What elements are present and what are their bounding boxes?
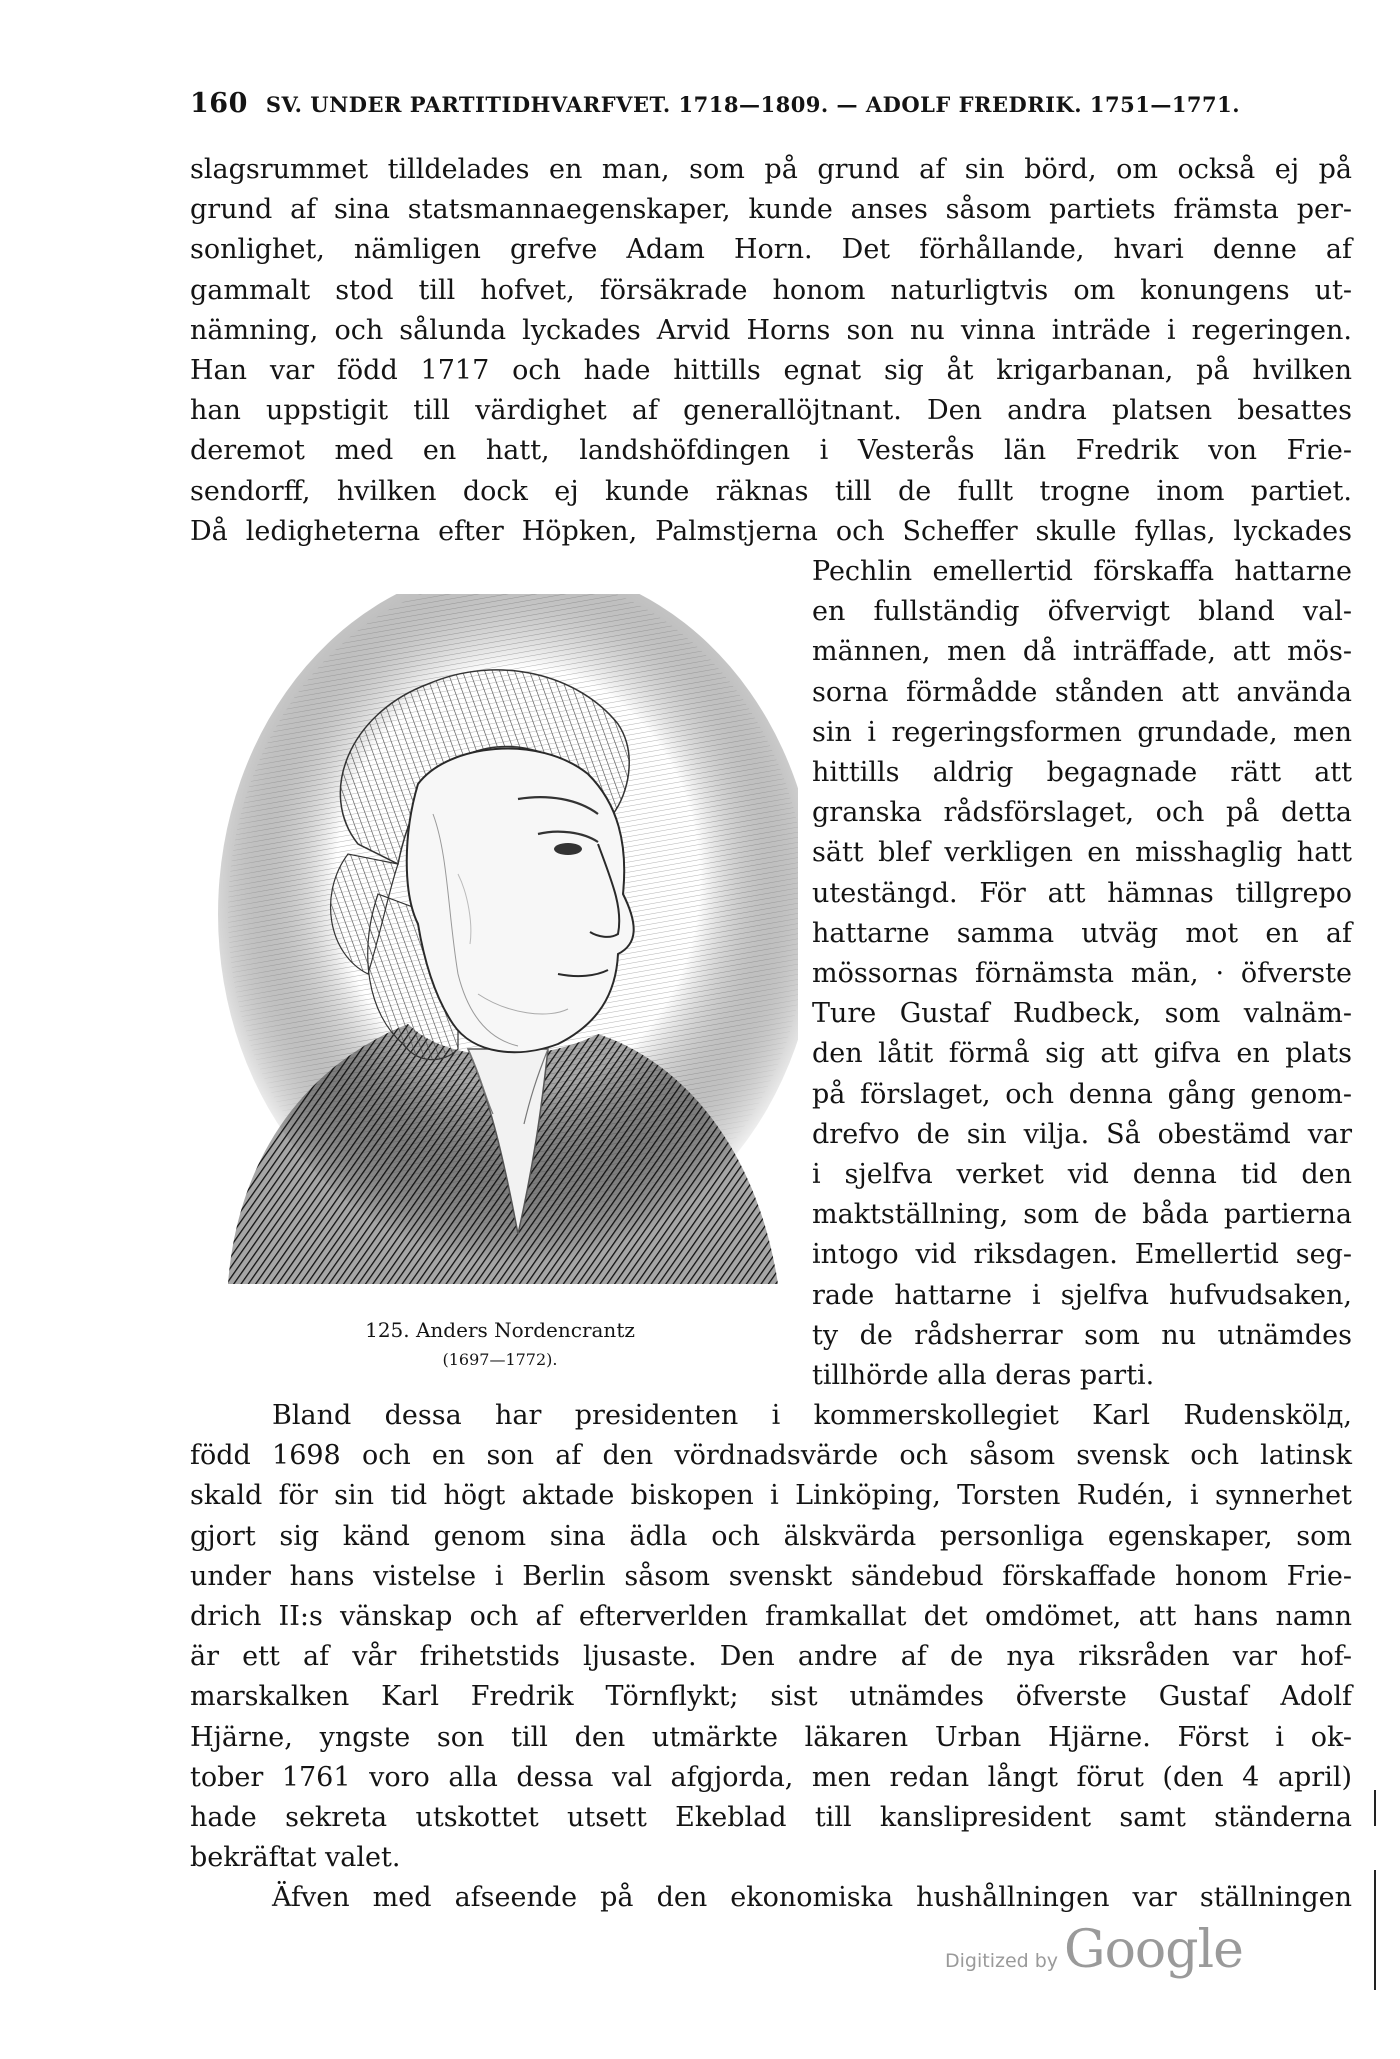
text-line: på förslaget, och denna gång genom- [812, 1078, 1352, 1110]
text-line: rade hattarne i sjelfva hufvudsaken, [812, 1279, 1352, 1311]
scan-artifact [1374, 1790, 1376, 1826]
text-line: nämning, och sålunda lyckades Arvid Horns son nu vinna inträde i regeringen. [190, 314, 1352, 346]
text-line: är ett af vår frihetstids ljusaste. Den andre af de nya riksråden var hof- [190, 1641, 1352, 1673]
figure-dates: (1697—1772). [442, 1350, 558, 1369]
text-line: den låtit förmå sig att gifva en plats [812, 1038, 1352, 1070]
text-line: mössornas förnämsta män, · öfverste [812, 958, 1352, 989]
text-line: sin i regeringsformen grundade, men [812, 716, 1352, 748]
text-line: bekräftat valet. [190, 1842, 401, 1874]
text-line: männen, men då inträffade, att mös- [812, 636, 1352, 668]
text-line: drefvo de sin vilja. Så obestämd var [812, 1118, 1352, 1150]
text-line: hittills aldrig begagnade rätt att [812, 757, 1352, 788]
text-line: skald för sin tid högt aktade biskopen i Linköping, Torsten Rudén, i synnerhet [190, 1480, 1352, 1512]
text-line: Pechlin emellertid förskaffa hattarne [812, 556, 1352, 587]
text-line: en fullständig öfvervigt bland val- [812, 596, 1352, 628]
text-line: sätt blef verkligen en misshaglig hatt [812, 837, 1352, 869]
text-line: i sjelfva verket vid denna tid den [812, 1159, 1352, 1190]
text-line: marskalken Karl Fredrik Törnflykt; sist utnämdes öfverste Gustaf Adolf [190, 1681, 1352, 1713]
text-line: Bland dessa har presidenten i kommerskollegiet Karl Rudenskölд, [272, 1400, 1352, 1431]
text-line: Äfven med afseende på den ekonomiska hushållningen var ställningen [272, 1882, 1352, 1914]
text-line: drich II:s vänskap och af efterverlden framkallat det omdömet, att hans namn [190, 1601, 1352, 1632]
text-line: utestängd. För att hämnas tillgrepo [812, 877, 1352, 909]
running-title: SV. UNDER PARTITIDHVARFVET. 1718—1809. — ADOLF FREDRIK. 1751—1771. [265, 92, 1241, 117]
text-line: under hans vistelse i Berlin såsom svenskt sändebud förskaffade honom Frie- [190, 1560, 1352, 1592]
text-line: grund af sina statsmannaegenskaper, kunde anses såsom partiets främsta per- [190, 194, 1352, 226]
text-line: Han var född 1717 och hade hittills egnat sig åt krigarbanan, på hvilken [190, 355, 1352, 386]
text-line: född 1698 och en son af den vördnadsvärde och såsom svensk och latinsk [190, 1440, 1352, 1472]
text-line: deremot med en hatt, landshöfdingen i Vesterås län Fredrik von Frie- [190, 435, 1352, 467]
text-line: sendorff, hvilken dock ej kunde räknas till de fullt trogne inom partiet. [190, 475, 1352, 507]
figure-caption: 125. Anders Nordencrantz [365, 1318, 635, 1342]
text-line: gammalt stod till hofvet, försäkrade honom naturligtvis om konungens ut- [190, 274, 1352, 306]
text-line: Ture Gustaf Rudbeck, som valnäm- [812, 998, 1352, 1030]
text-line: maktställning, som de båda partierna [812, 1199, 1352, 1231]
text-line: hade sekreta utskottet utsett Ekeblad till kanslipresident samt ständerna [190, 1802, 1352, 1833]
text-line: tober 1761 voro alla dessa val afgjorda, men redan långt förut (den 4 april) [190, 1761, 1352, 1793]
digitized-label: Digitized by [945, 1950, 1059, 1972]
text-line: tillhörde alla deras parti. [812, 1360, 1155, 1391]
text-line: slagsrummet tilldelades en man, som på grund af sin börd, om också ej på [190, 154, 1352, 185]
portrait-engraving [218, 594, 798, 1284]
google-logo: Google [1064, 1920, 1243, 1980]
text-line: hattarne samma utväg mot en af [812, 917, 1352, 949]
text-line: granska rådsförslaget, och på detta [812, 797, 1352, 829]
scan-artifact [1374, 1870, 1376, 1990]
text-line: gjort sig känd genom sina ädla och älskvärda personliga egenskaper, som [190, 1520, 1352, 1552]
text-line: Då ledigheterna efter Höpken, Palmstjerna och Scheffer skulle fyllas, lyckades [190, 515, 1352, 547]
text-line: sorna förmådde stånden att använda [812, 676, 1352, 708]
text-line: Hjärne, yngste son till den utmärkte läkaren Urban Hjärne. Först i ok- [190, 1721, 1352, 1753]
text-line: sonlighet, nämligen grefve Adam Horn. Det förhållande, hvari denne af [190, 234, 1352, 266]
page-number: 160 [190, 88, 248, 119]
running-header [190, 88, 1350, 119]
text-line: ty de rådsherrar som nu utnämdes [812, 1319, 1352, 1351]
text-line: intogo vid riksdagen. Emellertid seg- [812, 1239, 1352, 1271]
text-line: han uppstigit till värdighet af generallöjtnant. Den andra platsen besattes [190, 395, 1352, 427]
digitized-watermark [945, 1920, 1243, 1980]
